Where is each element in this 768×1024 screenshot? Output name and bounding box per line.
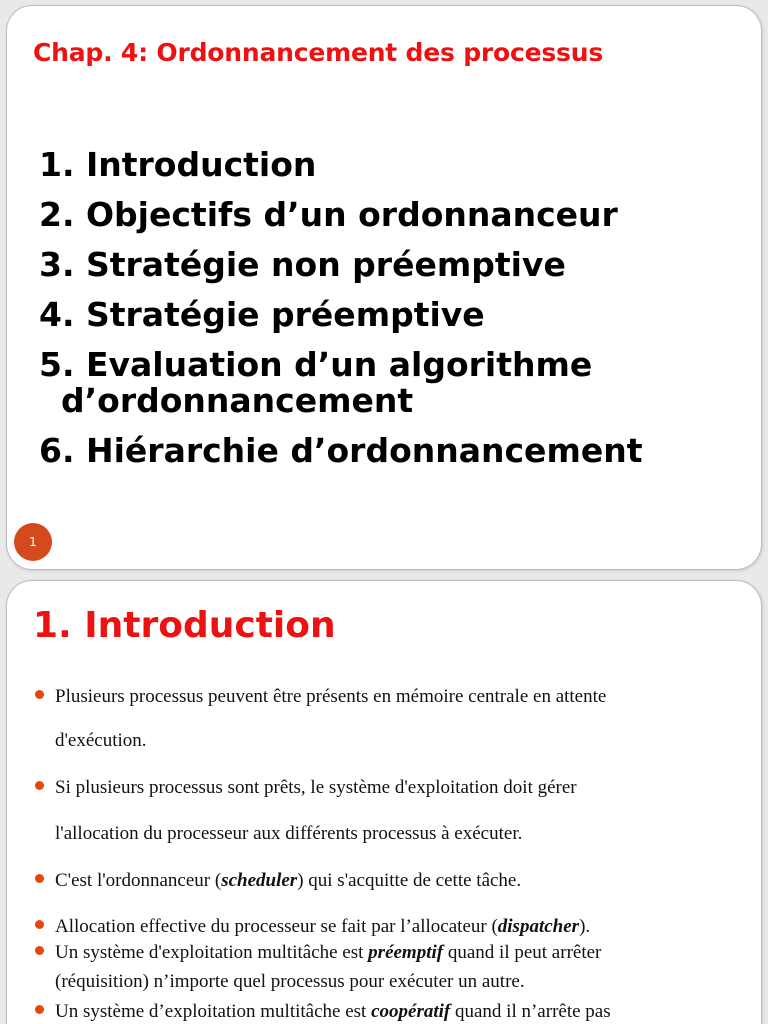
bullet-text-line: l'allocation du processeur aux différents processus à exécuter.	[55, 823, 523, 844]
toc-item-strategie-non-preemptive: 3. Stratégie non préemptive	[39, 245, 566, 284]
bullet-item	[35, 675, 740, 763]
bullet-text: quand il n’arrête pas	[450, 1001, 611, 1022]
bullet-text: Un système d’exploitation multitâche est	[55, 1001, 372, 1022]
bullet-list	[35, 675, 740, 1024]
bullet-text: Allocation effective du processeur se fait par l’allocateur (	[55, 916, 498, 937]
bullet-text: ).	[579, 916, 591, 937]
bullet-item	[35, 858, 740, 904]
chapter-title: Chap. 4: Ordonnancement des processus	[33, 38, 604, 67]
bullet-text: ) qui s'acquitte de cette tâche.	[297, 870, 522, 891]
bullet-item	[35, 997, 740, 1024]
bullet-dot-icon	[35, 1005, 44, 1014]
page-number-badge: 1	[14, 523, 52, 561]
toc-item-hierarchie: 6. Hiérarchie d’ordonnancement	[39, 431, 643, 470]
bullet-dot-icon	[35, 690, 44, 699]
bullet-item	[35, 765, 740, 857]
term-scheduler: scheduler	[221, 870, 298, 891]
bullet-dot-icon	[35, 946, 44, 955]
toc-item-introduction: 1. Introduction	[39, 145, 317, 184]
bullet-text-line: d'exécution.	[55, 730, 147, 751]
toc-item-objectifs: 2. Objectifs d’un ordonnanceur	[39, 195, 618, 234]
bullet-dot-icon	[35, 920, 44, 929]
term-cooperatif: coopératif	[371, 1001, 451, 1022]
term-dispatcher: dispatcher	[497, 916, 580, 937]
table-of-contents	[39, 140, 642, 476]
bullet-text: Un système d'exploitation multitâche est	[55, 942, 369, 963]
bullet-item	[35, 938, 740, 996]
bullet-dot-icon	[35, 781, 44, 790]
bullet-dot-icon	[35, 874, 44, 883]
bullet-text-line: Si plusieurs processus sont prêts, le système d'exploitation doit gérer	[55, 777, 577, 798]
bullet-text-line	[55, 858, 740, 904]
section-title: 1. Introduction	[33, 605, 336, 646]
bullet-text-line: (réquisition) n’importe quel processus pour exécuter un autre.	[55, 971, 525, 992]
bullet-text: C'est l'ordonnanceur (	[55, 870, 222, 891]
bullet-text-line: Plusieurs processus peuvent être présents en mémoire centrale en attente	[55, 686, 607, 707]
bullet-text-line	[55, 997, 740, 1024]
bullet-text-line	[55, 938, 740, 967]
slide-1	[6, 5, 762, 570]
toc-item-evaluation: 5. Evaluation d’un algorithme	[39, 345, 593, 384]
term-preemptif: préemptif	[368, 942, 444, 963]
bullet-text: quand il peut arrêter	[443, 942, 602, 963]
toc-item-evaluation-continued: d’ordonnancement	[61, 381, 414, 420]
toc-item-strategie-preemptive: 4. Stratégie préemptive	[39, 295, 485, 334]
slide-2	[6, 580, 762, 1024]
